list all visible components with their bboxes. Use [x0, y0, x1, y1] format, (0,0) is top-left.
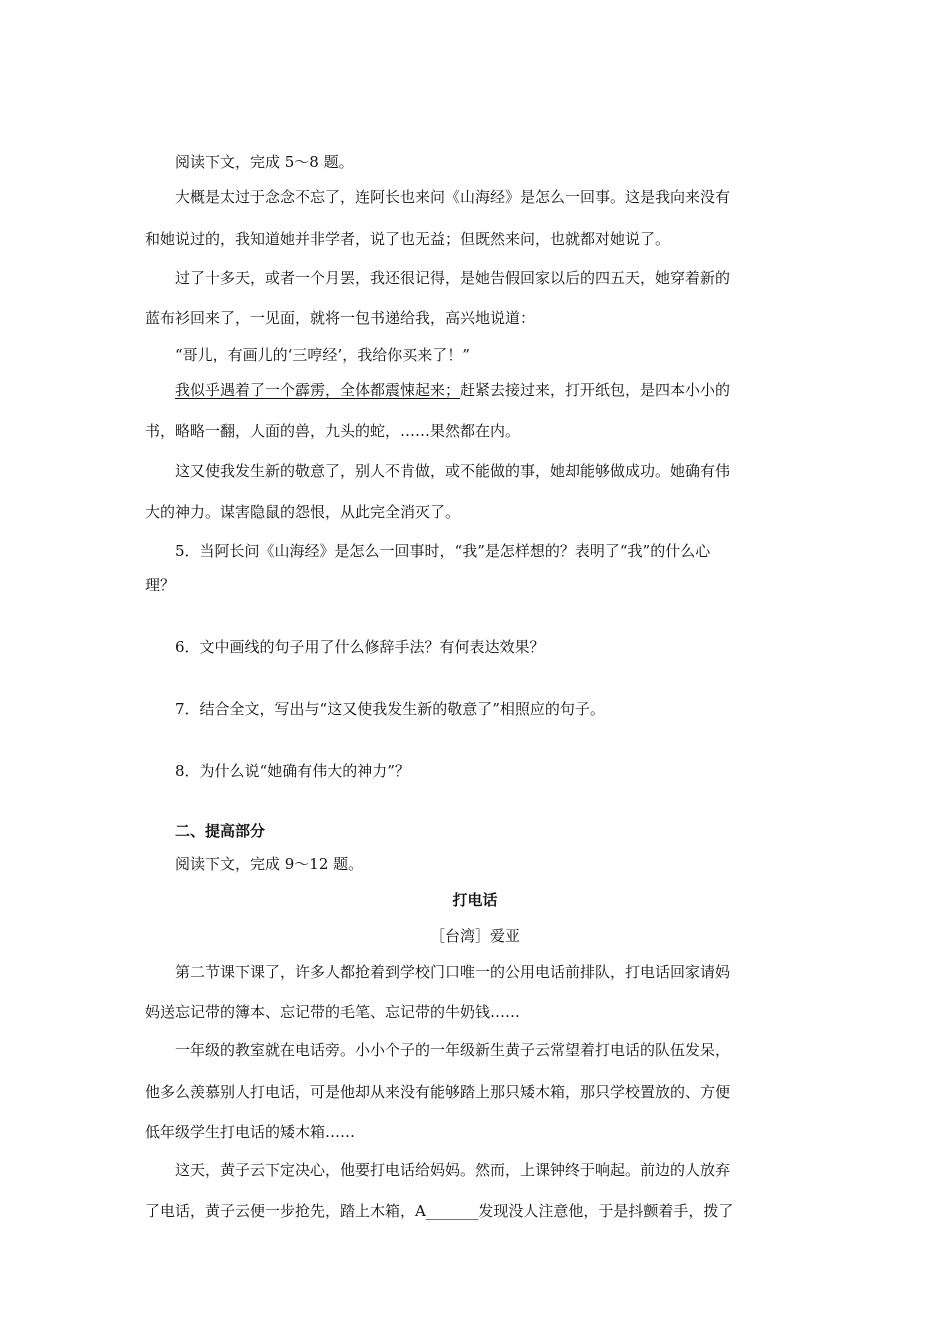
article-paragraph-1-line-1: 第二节课下课了，许多人都抢着到学校门口唯一的公用电话前排队，打电话回家请妈 — [175, 963, 731, 981]
passage-paragraph-1-line-2: 和她说过的，我知道她并非学者，说了也无益；但既然来问，也就都对她说了。 — [145, 230, 671, 248]
article-paragraph-3-line-2: 了电话，黄子云便一步抢先，踏上木箱，A_______发现没人注意他，于是抖颤着手，拨了 — [145, 1202, 734, 1220]
passage-paragraph-4-text: 赶紧去接过来，打开纸包，是四本小小的 — [460, 381, 731, 399]
reading-instruction-5-8: 阅读下文，完成 5～8 题。 — [175, 153, 354, 171]
passage-paragraph-5-line-1: 这又使我发生新的敬意了，别人不肯做，或不能做的事，她却能够做成功。她确有伟 — [175, 462, 731, 480]
article-paragraph-2-line-1: 一年级的教室就在电话旁。小小个子的一年级新生黄子云常望着打电话的队伍发呆， — [175, 1041, 731, 1059]
article-paragraph-1-line-2: 妈送忘记带的簿本、忘记带的毛笔、忘记带的牛奶钱…… — [145, 1003, 521, 1021]
article-paragraph-2-line-2: 他多么羡慕别人打电话，可是他却从来没有能够踏上那只矮木箱，那只学校置放的、方便 — [145, 1083, 731, 1101]
question-7: 7．结合全文，写出与“这又使我发生新的敬意了”相照应的句子。 — [175, 700, 605, 718]
passage-quote-line: “哥儿，有画儿的‘三哼经’，我给你买来了！” — [175, 346, 470, 364]
underlined-sentence: 我似乎遇着了一个霹雳，全体都震悚起来； — [175, 381, 461, 399]
passage-paragraph-4-line-1 — [0, 380, 950, 400]
passage-paragraph-5-line-2: 大的神力。谋害隐鼠的怨恨，从此完全消灭了。 — [145, 503, 461, 521]
question-5-line-1: 5．当阿长问《山海经》是怎么一回事时，“我”是怎样想的？表明了“我”的什么心 — [175, 542, 711, 560]
article-title: 打电话 — [452, 891, 498, 909]
article-author: ［台湾］爱亚 — [429, 927, 520, 945]
passage-paragraph-4-line-2: 书，略略一翻，人面的兽，九头的蛇，……果然都在内。 — [145, 422, 521, 440]
question-8: 8．为什么说“她确有伟大的神力”？ — [175, 762, 410, 780]
article-paragraph-2-line-3: 低年级学生打电话的矮木箱…… — [145, 1123, 356, 1141]
question-6: 6．文中画线的句子用了什么修辞手法？有何表达效果？ — [175, 638, 545, 656]
section-heading-advanced: 二、提高部分 — [175, 822, 266, 840]
passage-paragraph-1-line-1: 大概是太过于念念不忘了，连阿长也来问《山海经》是怎么一回事。这是我向来没有 — [175, 188, 731, 206]
passage-paragraph-2-line-2: 蓝布衫回来了，一见面，就将一包书递给我，高兴地说道： — [145, 309, 536, 327]
reading-instruction-9-12: 阅读下文，完成 9～12 题。 — [175, 855, 364, 873]
article-paragraph-3-line-1: 这天，黄子云下定决心，他要打电话给妈妈。然而，上课钟终于响起。前边的人放弃 — [175, 1161, 731, 1179]
passage-paragraph-2-line-1: 过了十多天，或者一个月罢，我还很记得，是她告假回家以后的四五天，她穿着新的 — [175, 269, 731, 287]
question-5-line-2: 理？ — [145, 576, 176, 594]
